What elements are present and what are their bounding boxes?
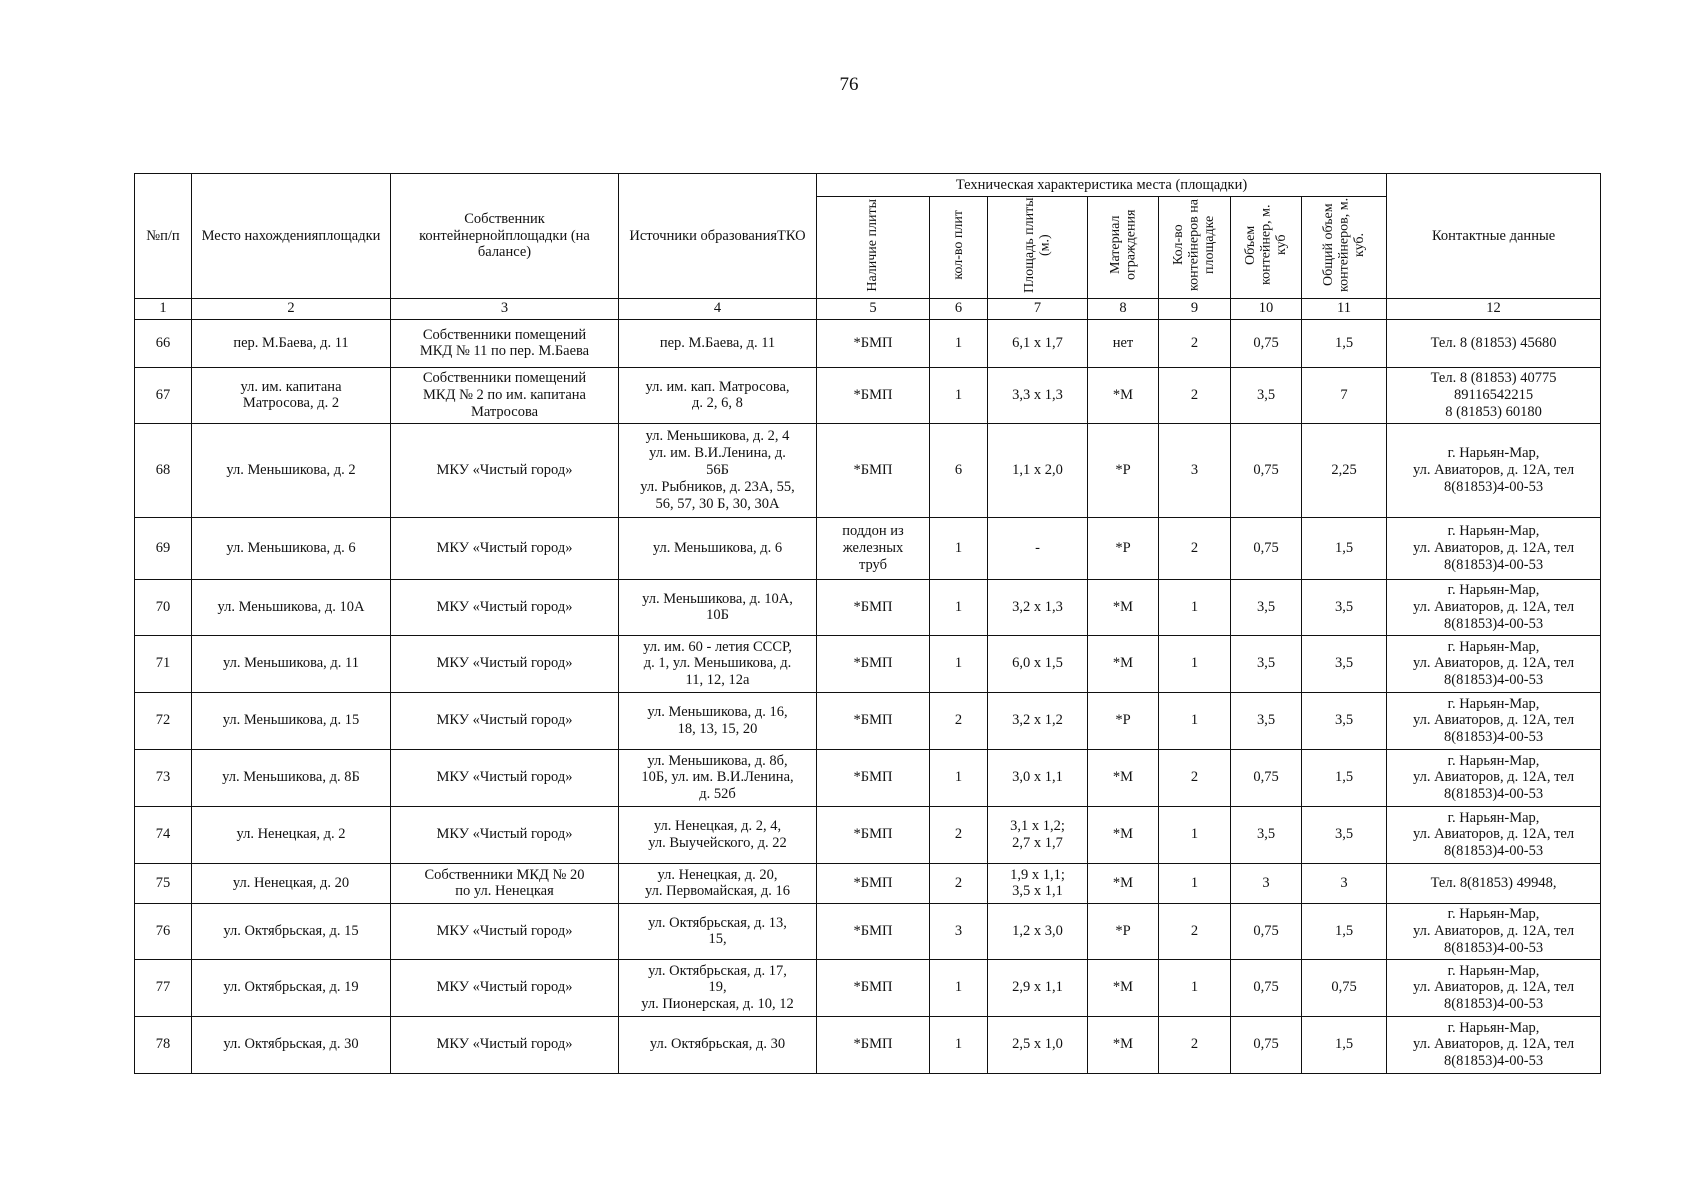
cell-slab: *БМП [817, 1016, 930, 1073]
cell-slab-area: 2,5 х 1,0 [988, 1016, 1088, 1073]
cell-slab: *БМП [817, 806, 930, 863]
cell-container-count: 2 [1159, 903, 1231, 959]
cell-location: ул. Ненецкая, д. 20 [192, 863, 391, 903]
column-number-row [135, 298, 1601, 319]
header-technical: Техническая характеристика места (площадки) [817, 174, 1387, 197]
column-number: 10 [1231, 298, 1302, 319]
cell-container-count: 1 [1159, 579, 1231, 635]
column-number: 2 [192, 298, 391, 319]
cell-owner: МКУ «Чистый город» [391, 806, 619, 863]
cell-total-volume: 1,5 [1302, 517, 1387, 579]
cell-number: 67 [135, 367, 192, 423]
cell-location: ул. им. капитана Матросова, д. 2 [192, 367, 391, 423]
cell-slab-area: 3,0 х 1,1 [988, 749, 1088, 806]
cell-total-volume: 1,5 [1302, 749, 1387, 806]
cell-container-count: 2 [1159, 319, 1231, 367]
cell-slab-area: 3,2 х 1,2 [988, 692, 1088, 749]
cell-sources: ул. Меньшикова, д. 8б, 10Б, ул. им. В.И.Ленина, д. 52б [619, 749, 817, 806]
cell-slab-area: 1,2 х 3,0 [988, 903, 1088, 959]
cell-location: ул. Октябрьская, д. 30 [192, 1016, 391, 1073]
cell-number: 71 [135, 635, 192, 692]
cell-slab: *БМП [817, 903, 930, 959]
table-row [135, 806, 1601, 863]
cell-number: 76 [135, 903, 192, 959]
cell-slab: *БМП [817, 863, 930, 903]
cell-total-volume: 7 [1302, 367, 1387, 423]
cell-container-volume: 0,75 [1231, 959, 1302, 1016]
header-slab-area: Площадь плиты (м.) [988, 197, 1088, 299]
cell-slab-area: - [988, 517, 1088, 579]
cell-slab: поддон из железных труб [817, 517, 930, 579]
cell-contacts: Тел. 8 (81853) 40775 89116542215 8 (81853) 60180 [1387, 367, 1601, 423]
cell-slab: *БМП [817, 423, 930, 517]
cell-slab-count: 6 [930, 423, 988, 517]
cell-fence: *М [1088, 1016, 1159, 1073]
cell-sources: ул. Меньшикова, д. 10А, 10Б [619, 579, 817, 635]
table-row [135, 959, 1601, 1016]
cell-container-volume: 0,75 [1231, 517, 1302, 579]
cell-location: ул. Октябрьская, д. 19 [192, 959, 391, 1016]
cell-owner: МКУ «Чистый город» [391, 903, 619, 959]
cell-container-volume: 3,5 [1231, 579, 1302, 635]
cell-slab-count: 1 [930, 517, 988, 579]
header-container-count: Кол-во контейнеров на площадке [1159, 197, 1231, 299]
column-number: 1 [135, 298, 192, 319]
table-row [135, 1016, 1601, 1073]
cell-slab: *БМП [817, 579, 930, 635]
cell-total-volume: 1,5 [1302, 903, 1387, 959]
cell-owner: МКУ «Чистый город» [391, 517, 619, 579]
cell-number: 66 [135, 319, 192, 367]
cell-contacts: г. Нарьян-Мар, ул. Авиаторов, д. 12А, тел 8(81853)4-00-53 [1387, 749, 1601, 806]
cell-container-volume: 0,75 [1231, 423, 1302, 517]
cell-fence: *Р [1088, 517, 1159, 579]
header-sources: Источники образованияТКО [619, 174, 817, 299]
cell-total-volume: 1,5 [1302, 1016, 1387, 1073]
cell-number: 70 [135, 579, 192, 635]
cell-location: ул. Октябрьская, д. 15 [192, 903, 391, 959]
cell-slab-area: 6,0 х 1,5 [988, 635, 1088, 692]
cell-location: ул. Меньшикова, д. 11 [192, 635, 391, 692]
cell-sources: ул. Меньшикова, д. 6 [619, 517, 817, 579]
cell-total-volume: 3,5 [1302, 635, 1387, 692]
cell-owner: Собственники помещений МКД № 11 по пер. М.Баева [391, 319, 619, 367]
cell-fence: *Р [1088, 692, 1159, 749]
cell-fence: *М [1088, 367, 1159, 423]
cell-container-volume: 3,5 [1231, 806, 1302, 863]
cell-slab-area: 1,9 х 1,1; 3,5 х 1,1 [988, 863, 1088, 903]
cell-owner: МКУ «Чистый город» [391, 635, 619, 692]
header-slab: Наличие плиты [817, 197, 930, 299]
cell-container-count: 2 [1159, 367, 1231, 423]
cell-contacts: г. Нарьян-Мар, ул. Авиаторов, д. 12А, тел 8(81853)4-00-53 [1387, 1016, 1601, 1073]
column-number: 11 [1302, 298, 1387, 319]
cell-slab: *БМП [817, 319, 930, 367]
header-slab-count: кол-во плит [930, 197, 988, 299]
table-row [135, 749, 1601, 806]
cell-location: ул. Меньшикова, д. 6 [192, 517, 391, 579]
cell-fence: нет [1088, 319, 1159, 367]
cell-owner: МКУ «Чистый город» [391, 1016, 619, 1073]
table-row [135, 635, 1601, 692]
table-row [135, 367, 1601, 423]
cell-container-volume: 3,5 [1231, 692, 1302, 749]
cell-slab-count: 3 [930, 903, 988, 959]
column-number: 12 [1387, 298, 1601, 319]
cell-container-volume: 3,5 [1231, 367, 1302, 423]
cell-slab-area: 3,3 х 1,3 [988, 367, 1088, 423]
cell-slab: *БМП [817, 749, 930, 806]
cell-total-volume: 0,75 [1302, 959, 1387, 1016]
cell-total-volume: 2,25 [1302, 423, 1387, 517]
page-number: 76 [839, 74, 859, 95]
cell-slab-area: 6,1 х 1,7 [988, 319, 1088, 367]
cell-container-volume: 0,75 [1231, 749, 1302, 806]
cell-contacts: г. Нарьян-Мар, ул. Авиаторов, д. 12А, тел 8(81853)4-00-53 [1387, 579, 1601, 635]
cell-sources: ул. им. кап. Матросова, д. 2, 6, 8 [619, 367, 817, 423]
cell-contacts: г. Нарьян-Мар, ул. Авиаторов, д. 12А, тел 8(81853)4-00-53 [1387, 517, 1601, 579]
cell-contacts: г. Нарьян-Мар, ул. Авиаторов, д. 12А, тел 8(81853)4-00-53 [1387, 959, 1601, 1016]
cell-contacts: Тел. 8(81853) 49948, [1387, 863, 1601, 903]
cell-slab-count: 1 [930, 1016, 988, 1073]
cell-owner: МКУ «Чистый город» [391, 959, 619, 1016]
cell-location: ул. Меньшикова, д. 10А [192, 579, 391, 635]
cell-owner: Собственники помещений МКД № 2 по им. капитана Матросова [391, 367, 619, 423]
column-number: 9 [1159, 298, 1231, 319]
header-owner: Собственник контейнернойплощадки (на балансе) [391, 174, 619, 299]
cell-contacts: г. Нарьян-Мар, ул. Авиаторов, д. 12А, тел 8(81853)4-00-53 [1387, 423, 1601, 517]
cell-contacts: г. Нарьян-Мар, ул. Авиаторов, д. 12А, тел 8(81853)4-00-53 [1387, 806, 1601, 863]
cell-location: ул. Меньшикова, д. 8Б [192, 749, 391, 806]
cell-number: 78 [135, 1016, 192, 1073]
cell-container-count: 2 [1159, 749, 1231, 806]
table-row [135, 863, 1601, 903]
cell-number: 72 [135, 692, 192, 749]
cell-number: 73 [135, 749, 192, 806]
cell-container-count: 1 [1159, 692, 1231, 749]
cell-location: ул. Меньшикова, д. 15 [192, 692, 391, 749]
cell-slab-count: 2 [930, 863, 988, 903]
cell-slab: *БМП [817, 367, 930, 423]
cell-total-volume: 1,5 [1302, 319, 1387, 367]
cell-container-volume: 0,75 [1231, 903, 1302, 959]
cell-owner: МКУ «Чистый город» [391, 749, 619, 806]
cell-owner: МКУ «Чистый город» [391, 692, 619, 749]
container-sites-table [134, 173, 1601, 1074]
cell-slab-count: 2 [930, 806, 988, 863]
cell-number: 77 [135, 959, 192, 1016]
cell-number: 75 [135, 863, 192, 903]
cell-slab-area: 3,2 х 1,3 [988, 579, 1088, 635]
cell-container-volume: 3 [1231, 863, 1302, 903]
header-total-volume: Общий объем контейнеров, м. куб. [1302, 197, 1387, 299]
cell-slab: *БМП [817, 959, 930, 1016]
cell-slab-count: 1 [930, 319, 988, 367]
cell-total-volume: 3 [1302, 863, 1387, 903]
cell-sources: пер. М.Баева, д. 11 [619, 319, 817, 367]
cell-sources: ул. Меньшикова, д. 2, 4 ул. им. В.И.Ленина, д. 56Б ул. Рыбников, д. 23А, 55, 56, 57, 30 Б, 30, 30А [619, 423, 817, 517]
cell-fence: *М [1088, 635, 1159, 692]
cell-sources: ул. Октябрьская, д. 17, 19, ул. Пионерская, д. 10, 12 [619, 959, 817, 1016]
table-row [135, 692, 1601, 749]
cell-fence: *Р [1088, 423, 1159, 517]
cell-container-volume: 0,75 [1231, 1016, 1302, 1073]
cell-sources: ул. им. 60 - летия СССР, д. 1, ул. Меньшикова, д. 11, 12, 12а [619, 635, 817, 692]
cell-number: 68 [135, 423, 192, 517]
cell-fence: *М [1088, 749, 1159, 806]
cell-owner: МКУ «Чистый город» [391, 423, 619, 517]
cell-sources: ул. Ненецкая, д. 20, ул. Первомайская, д. 16 [619, 863, 817, 903]
cell-owner: МКУ «Чистый город» [391, 579, 619, 635]
cell-fence: *М [1088, 959, 1159, 1016]
cell-container-volume: 3,5 [1231, 635, 1302, 692]
column-number: 8 [1088, 298, 1159, 319]
cell-container-count: 2 [1159, 1016, 1231, 1073]
column-number: 7 [988, 298, 1088, 319]
header-container-volume: Объем контейнер, м. куб [1231, 197, 1302, 299]
cell-container-volume: 0,75 [1231, 319, 1302, 367]
cell-container-count: 1 [1159, 959, 1231, 1016]
column-number: 5 [817, 298, 930, 319]
cell-owner: Собственники МКД № 20 по ул. Ненецкая [391, 863, 619, 903]
cell-container-count: 2 [1159, 517, 1231, 579]
cell-slab-count: 2 [930, 692, 988, 749]
cell-contacts: Тел. 8 (81853) 45680 [1387, 319, 1601, 367]
cell-sources: ул. Меньшикова, д. 16, 18, 13, 15, 20 [619, 692, 817, 749]
table-row [135, 319, 1601, 367]
cell-slab: *БМП [817, 635, 930, 692]
cell-total-volume: 3,5 [1302, 579, 1387, 635]
cell-container-count: 3 [1159, 423, 1231, 517]
cell-fence: *М [1088, 863, 1159, 903]
cell-sources: ул. Ненецкая, д. 2, 4, ул. Выучейского, д. 22 [619, 806, 817, 863]
table-row [135, 423, 1601, 517]
cell-slab-count: 1 [930, 579, 988, 635]
cell-container-count: 1 [1159, 806, 1231, 863]
column-number: 6 [930, 298, 988, 319]
cell-container-count: 1 [1159, 635, 1231, 692]
header-number: №п/п [135, 174, 192, 299]
cell-total-volume: 3,5 [1302, 692, 1387, 749]
header-location: Место нахожденияплощадки [192, 174, 391, 299]
cell-slab-count: 1 [930, 367, 988, 423]
cell-fence: *Р [1088, 903, 1159, 959]
header-contacts: Контактные данные [1387, 174, 1601, 299]
column-number: 3 [391, 298, 619, 319]
cell-container-count: 1 [1159, 863, 1231, 903]
cell-total-volume: 3,5 [1302, 806, 1387, 863]
cell-number: 74 [135, 806, 192, 863]
table-row [135, 517, 1601, 579]
cell-slab-area: 1,1 х 2,0 [988, 423, 1088, 517]
cell-contacts: г. Нарьян-Мар, ул. Авиаторов, д. 12А, тел 8(81853)4-00-53 [1387, 903, 1601, 959]
cell-slab-count: 1 [930, 749, 988, 806]
cell-sources: ул. Октябрьская, д. 30 [619, 1016, 817, 1073]
table-row [135, 903, 1601, 959]
cell-location: ул. Меньшикова, д. 2 [192, 423, 391, 517]
cell-number: 69 [135, 517, 192, 579]
cell-contacts: г. Нарьян-Мар, ул. Авиаторов, д. 12А, тел 8(81853)4-00-53 [1387, 635, 1601, 692]
header-fence: Материал ограждения [1088, 197, 1159, 299]
column-number: 4 [619, 298, 817, 319]
cell-slab-area: 2,9 х 1,1 [988, 959, 1088, 1016]
cell-slab: *БМП [817, 692, 930, 749]
table-row [135, 579, 1601, 635]
cell-contacts: г. Нарьян-Мар, ул. Авиаторов, д. 12А, тел 8(81853)4-00-53 [1387, 692, 1601, 749]
cell-slab-count: 1 [930, 959, 988, 1016]
cell-location: ул. Ненецкая, д. 2 [192, 806, 391, 863]
cell-fence: *М [1088, 806, 1159, 863]
cell-fence: *М [1088, 579, 1159, 635]
cell-slab-area: 3,1 х 1,2; 2,7 х 1,7 [988, 806, 1088, 863]
cell-location: пер. М.Баева, д. 11 [192, 319, 391, 367]
cell-slab-count: 1 [930, 635, 988, 692]
cell-sources: ул. Октябрьская, д. 13, 15, [619, 903, 817, 959]
